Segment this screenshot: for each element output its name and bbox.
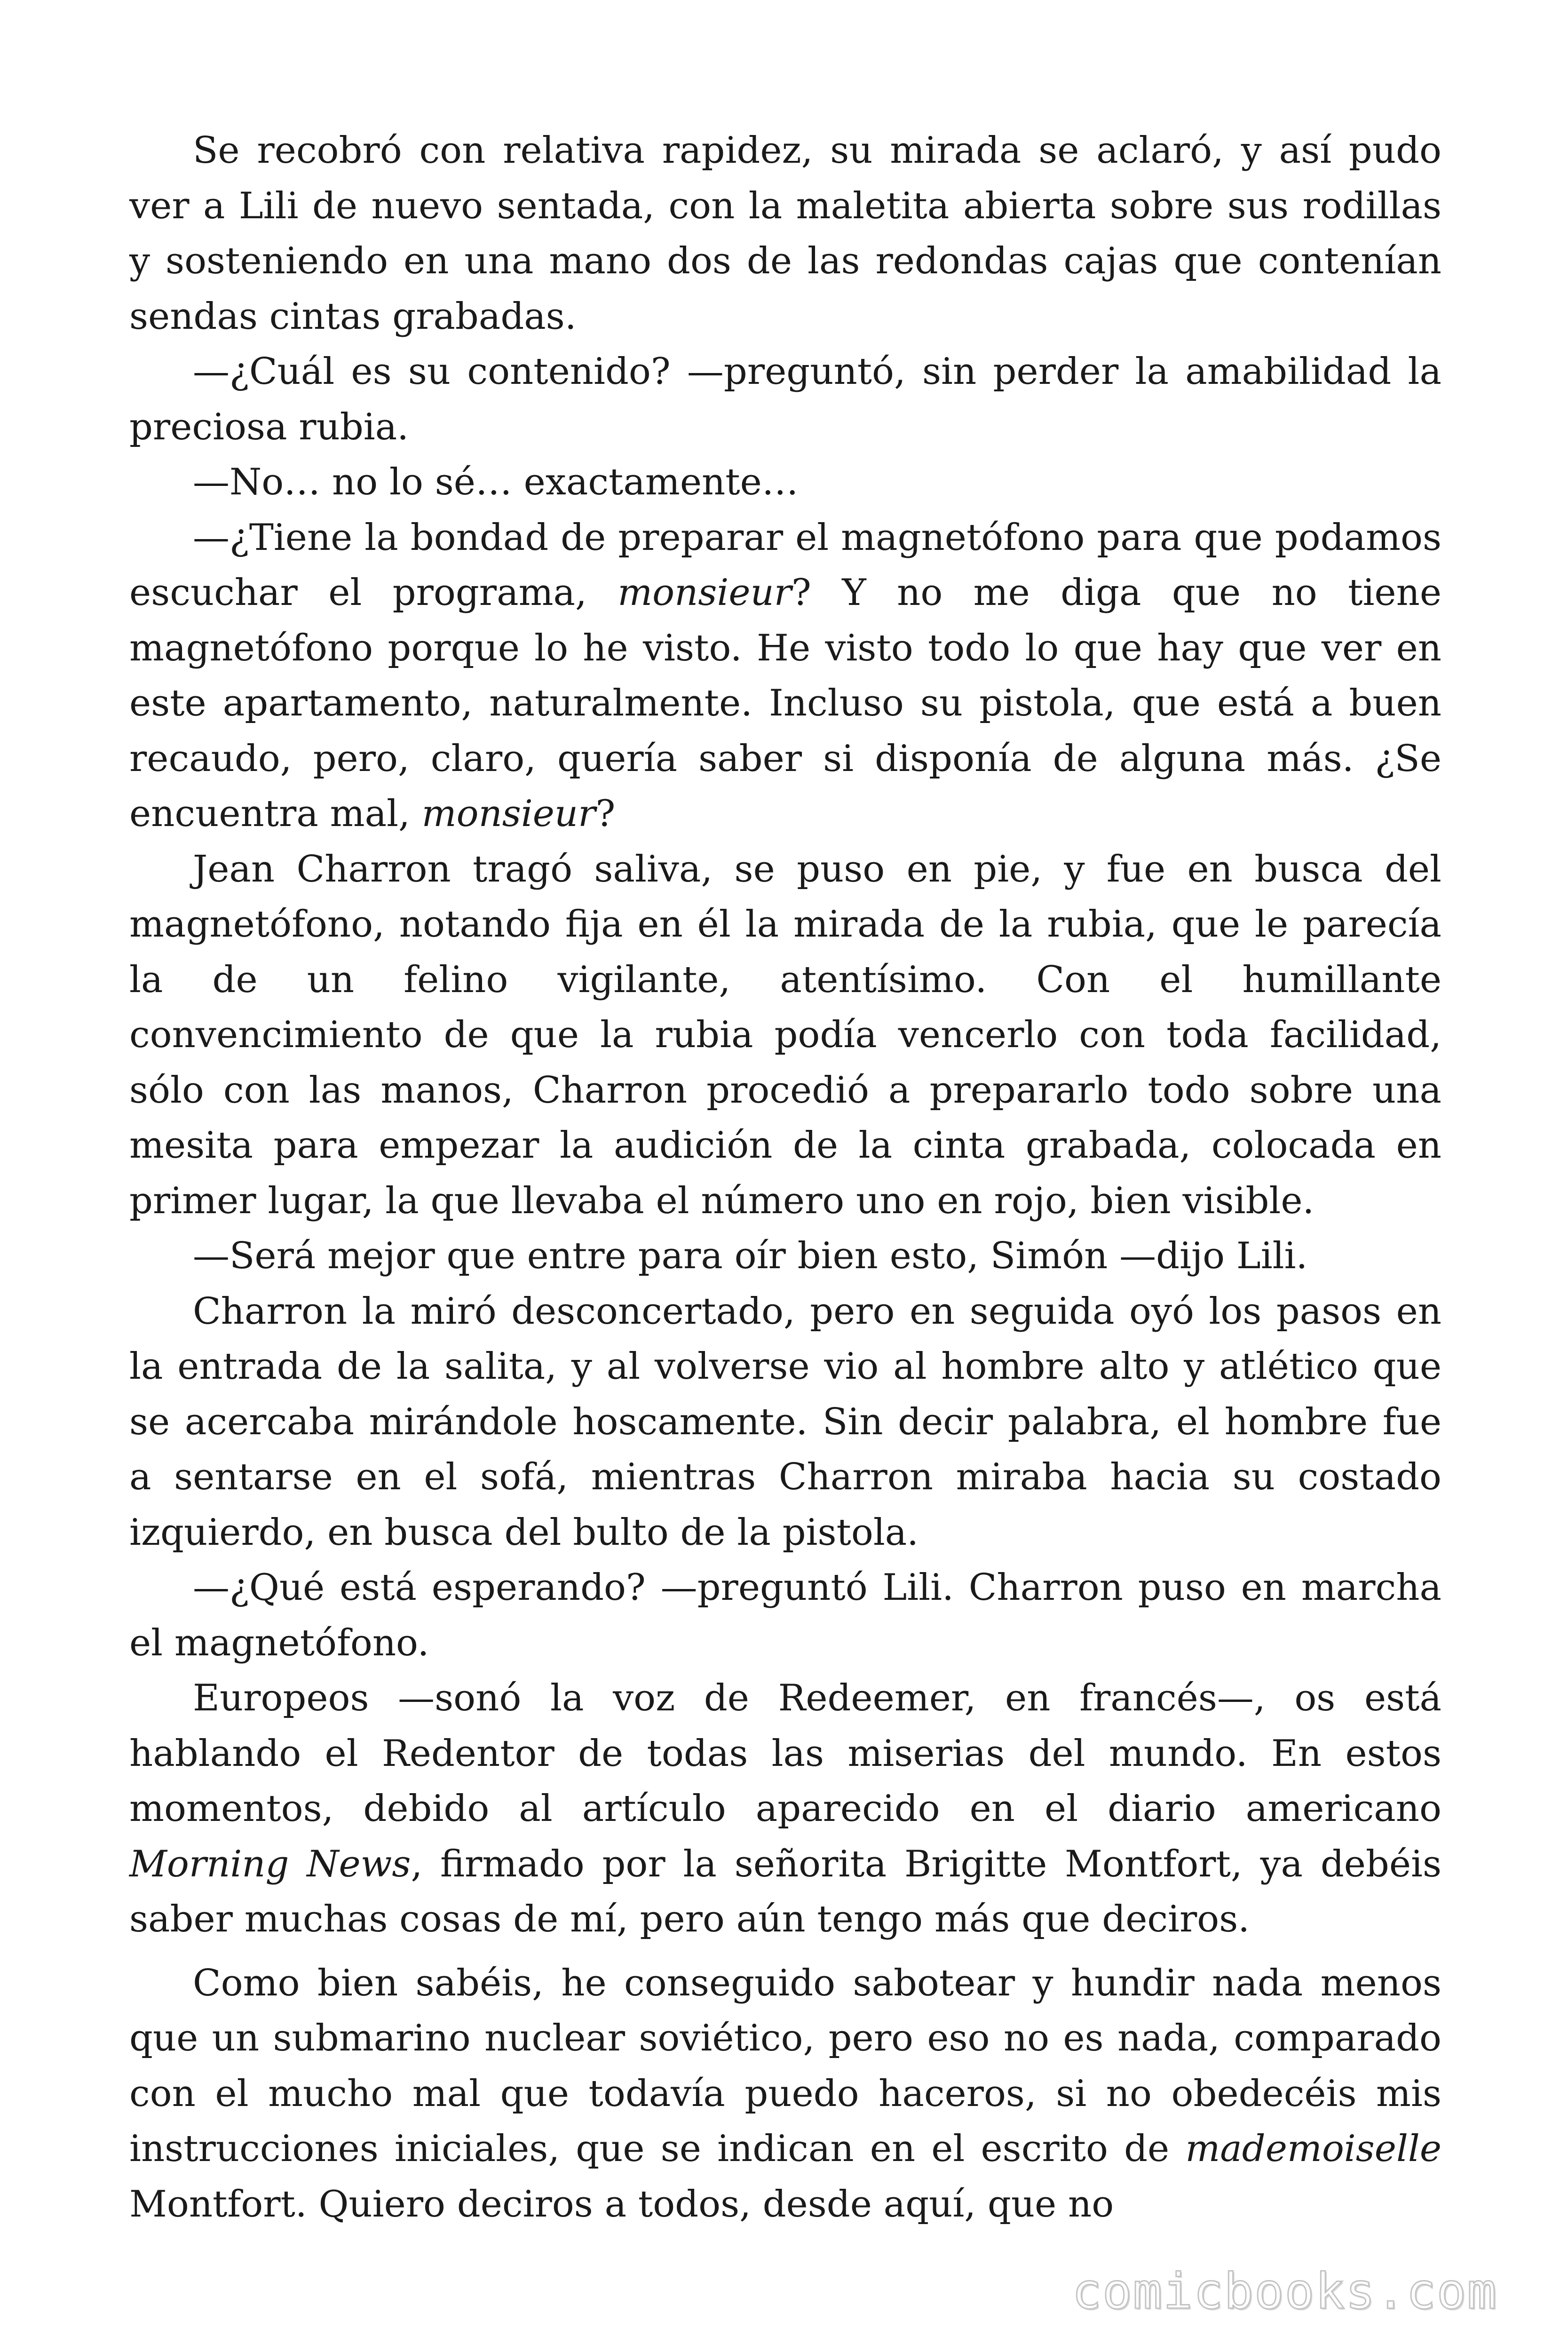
italic-text: monsieur: [618, 572, 792, 614]
text-run: ?: [595, 793, 616, 835]
italic-text: mademoiselle: [1185, 2128, 1441, 2170]
paragraph: [129, 1560, 1441, 1671]
text-run: —¿Cuál es su contenido? —preguntó, sin perder la amabilidad la preciosa rubia.: [129, 350, 1441, 448]
text-run: ? Y no me diga que no tiene magnetófono porque lo he visto. He visto todo lo que hay que ver en este apartamento, naturalmente. Incluso su pistola, que está a buen recaudo, pero, claro, quería saber si disponía de alguna más. ¿Se encuentra mal,: [129, 572, 1441, 835]
text-run: Como bien sabéis, he conseguido sabotear y hundir nada menos que un submarino nuclear soviético, pero eso no es nada, comparado con el mucho mal que todavía puedo haceros, si no obedecéis mis instrucciones iniciales, que se indican en el escrito de: [129, 1962, 1441, 2170]
italic-text: Morning News: [129, 1843, 411, 1885]
text-run: —No… no lo sé… exactamente…: [193, 461, 799, 503]
text-run: Montfort. Quiero deciros a todos, desde aquí, que no: [129, 2183, 1114, 2225]
paragraph: [129, 1956, 1441, 2233]
watermark: comicbooks.com: [1072, 2263, 1497, 2320]
paragraph: [129, 1229, 1441, 1284]
paragraph: [129, 1671, 1441, 1947]
paragraph: [129, 344, 1441, 455]
text-run: —¿Tiene la bondad de preparar el magnetófono para que podamos escuchar el programa,: [129, 516, 1441, 614]
text-run: Europeos —sonó la voz de Redeemer, en francés—, os está hablando el Redentor de todas las miserias del mundo. En estos momentos, debido al artículo aparecido en el diario americano: [129, 1677, 1441, 1830]
text-run: Se recobró con relativa rapidez, su mirada se aclaró, y así pudo ver a Lili de nuevo sentada, con la maletita abierta sobre sus rodillas y sosteniendo en una mano dos de las redondas cajas que contenían sendas cintas grabadas.: [129, 129, 1441, 338]
text-run: Jean Charron tragó saliva, se puso en pie, y fue en busca del magnetófono, notando fija en él la mirada de la rubia, que le parecía la de un felino vigilante, atentísimo. Con el humillante convencimiento de que la rubia podía vencerlo con toda facilidad, sólo con las manos, Charron procedió a prepararlo todo sobre una mesita para empezar la audición de la cinta grabada, colocada en primer lugar, la que llevaba el número uno en rojo, bien visible.: [129, 848, 1441, 1222]
text-run: —¿Qué está esperando? —preguntó Lili. Charron puso en marcha el magnetófono.: [129, 1566, 1441, 1664]
text-run: , firmado por la señorita Brigitte Montfort, ya debéis saber muchas cosas de mí, pero aún tengo más que deciros.: [129, 1843, 1441, 1940]
paragraph: [129, 842, 1441, 1229]
body-text: [129, 123, 1441, 2232]
paragraph: [129, 1284, 1441, 1561]
paragraph: [129, 123, 1441, 344]
paragraph: [129, 455, 1441, 510]
paragraph: [129, 510, 1441, 842]
italic-text: monsieur: [421, 793, 596, 835]
text-run: —Será mejor que entre para oír bien esto, Simón —dijo Lili.: [193, 1235, 1308, 1277]
text-run: Charron la miró desconcertado, pero en seguida oyó los pasos en la entrada de la salita, y al volverse vio al hombre alto y atlético que se acercaba mirándole hoscamente. Sin decir palabra, el hombre fue a sentarse en el sofá, mientras Charron miraba hacia su costado izquierdo, en busca del bulto de la pistola.: [129, 1290, 1441, 1554]
